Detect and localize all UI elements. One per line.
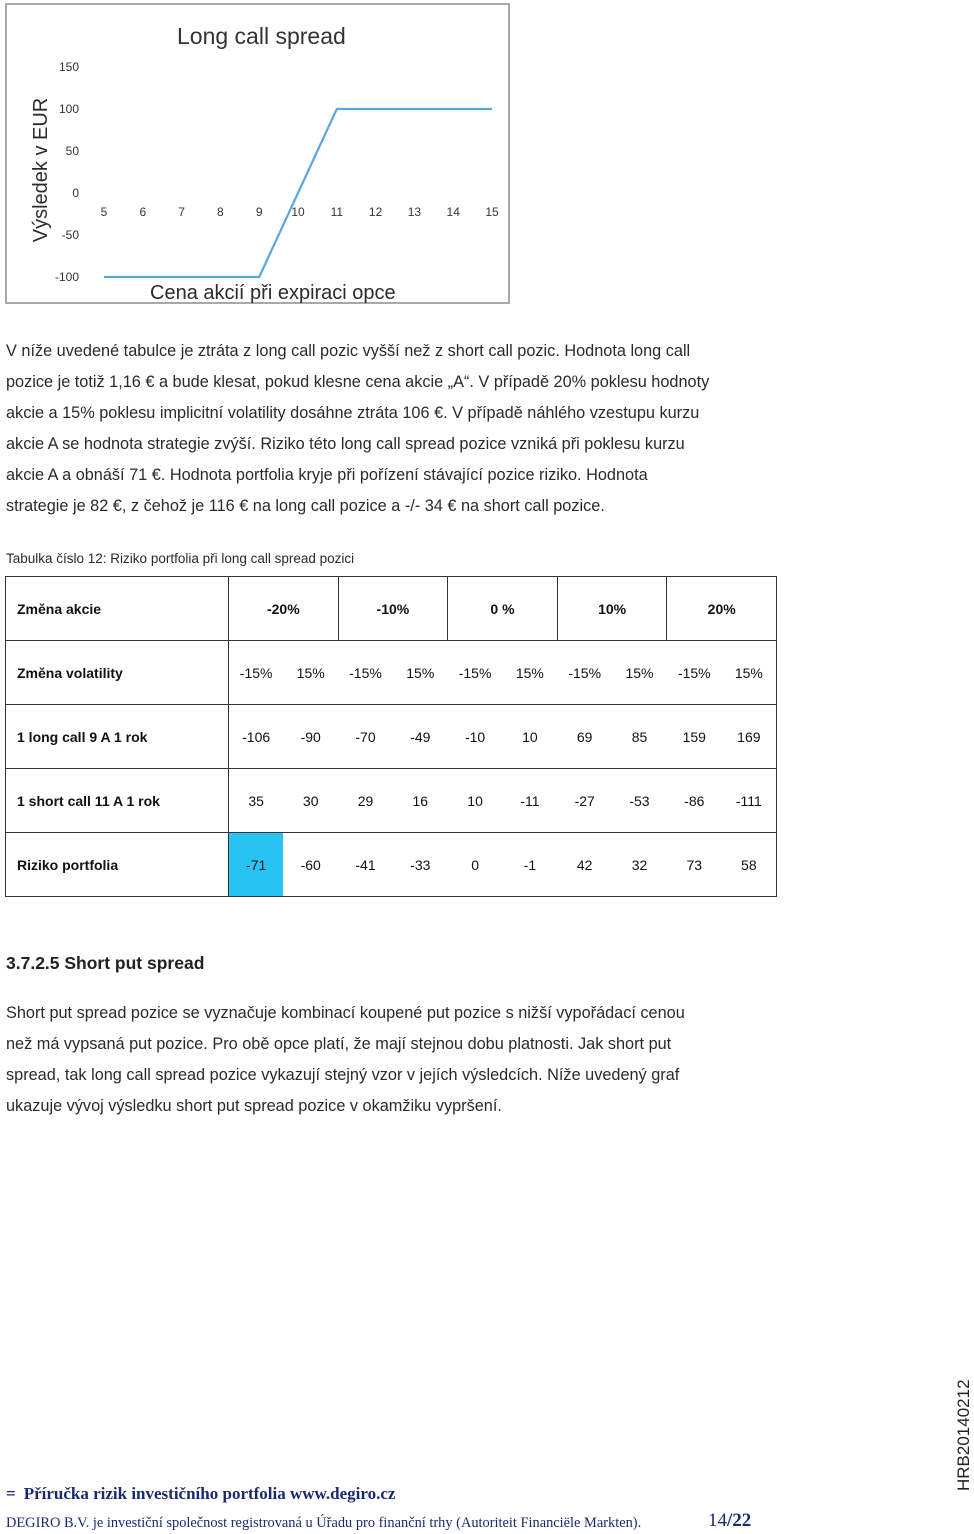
x-tick-label: 9 — [255, 205, 263, 219]
paragraph-line: strategie je 82 €, z čehož je 116 € na long call pozice a -/- 34 € na short call pozice. — [6, 497, 605, 515]
row-label: Riziko portfolia — [6, 833, 229, 897]
table-cell: -53 — [612, 769, 667, 833]
header-cell: 20% — [667, 577, 777, 641]
header-cell: -10% — [338, 577, 448, 641]
table-cell: 15% — [612, 641, 667, 705]
table-row — [6, 769, 777, 833]
table-cell: -27 — [557, 769, 612, 833]
row-label: 1 short call 11 A 1 rok — [6, 769, 229, 833]
long-call-spread-chart — [5, 3, 510, 304]
document-id: HRB20140212 — [954, 1379, 973, 1491]
table-cell: 10 — [448, 769, 503, 833]
table-row — [6, 641, 777, 705]
table-cell: 0 — [448, 833, 503, 897]
table-cell: -86 — [667, 769, 722, 833]
table-header-row — [6, 577, 777, 641]
section-heading: 3.7.2.5 Short put spread — [6, 953, 205, 973]
x-tick-label: 14 — [446, 205, 460, 219]
paragraph-line: akcie a 15% poklesu implicitní volatility dosáhne ztráta 106 €. V případě náhlého vzestupu kurzu — [6, 404, 700, 422]
paragraph-line: akcie A se hodnota strategie zvýší. Riziko této long call spread pozice vzniká při poklesu kurzu — [6, 435, 685, 453]
header-cell: 10% — [557, 577, 667, 641]
table-cell: -1 — [502, 833, 557, 897]
table-cell: -15% — [667, 641, 722, 705]
x-tick-group — [101, 205, 499, 219]
header-cell: 0 % — [448, 577, 558, 641]
table-cell: -15% — [448, 641, 503, 705]
table-cell: -111 — [722, 769, 777, 833]
table-cell: 69 — [557, 705, 612, 769]
paragraph-line: pozice je totiž 1,16 € a bude klesat, pokud klesne cena akcie „A“. V případě 20% poklesu hodnoty — [6, 373, 710, 391]
table-cell: 15% — [393, 641, 448, 705]
table-cell: 29 — [338, 769, 393, 833]
chart-title: Long call spread — [177, 23, 346, 49]
table-cell: 42 — [557, 833, 612, 897]
table-cell: -15% — [229, 641, 284, 705]
table-cell: 10 — [502, 705, 557, 769]
intro-paragraph — [6, 336, 906, 522]
paragraph-line: spread, tak long call spread pozice vykazují stejný vzor v jejích výsledcích. Níže uvedený graf — [6, 1066, 680, 1084]
table-cell: -11 — [502, 769, 557, 833]
y-tick-label: 0 — [72, 186, 79, 200]
x-tick-label: 5 — [100, 205, 108, 219]
page-total: /22 — [727, 1510, 752, 1531]
paragraph-line: V níže uvedené tabulce je ztráta z long call pozic vyšší než z short call pozic. Hodnota long call — [6, 342, 691, 360]
table-cell: -60 — [283, 833, 338, 897]
table-cell: 169 — [722, 705, 777, 769]
chart-svg — [7, 5, 512, 306]
x-axis-title: Cena akcií při expiraci opce — [150, 282, 396, 304]
table-cell: 30 — [283, 769, 338, 833]
footer-brand — [6, 1484, 395, 1504]
table-cell: -70 — [338, 705, 393, 769]
table-cell: 15% — [722, 641, 777, 705]
table-cell: -106 — [229, 705, 284, 769]
x-tick-label: 6 — [139, 205, 147, 219]
table-cell: -90 — [283, 705, 338, 769]
paragraph-line: než má vypsaná put pozice. Pro obě opce platí, že mají stejnou dobu platnosti. Jak short put — [6, 1035, 672, 1053]
paragraph-line: Short put spread pozice se vyznačuje kombinací koupené put pozice s nižší vypořádací cenou — [6, 1004, 685, 1022]
table-cell: 15% — [502, 641, 557, 705]
table-cell: -15% — [338, 641, 393, 705]
footer-brand-text: Příručka rizik investičního portfolia www.degiro.cz — [23, 1484, 396, 1503]
x-tick-label: 13 — [407, 205, 422, 219]
table-caption: Tabulka číslo 12: Riziko portfolia při long call spread pozici — [6, 551, 355, 566]
table-cell: 32 — [612, 833, 667, 897]
header-cell: -20% — [229, 577, 339, 641]
y-axis-title: Výsledek v EUR — [30, 97, 52, 243]
section-paragraph — [6, 998, 906, 1122]
row-label: 1 long call 9 A 1 rok — [6, 705, 229, 769]
table-cell: -49 — [393, 705, 448, 769]
footer-legal-text: DEGIRO B.V. je investiční společnost registrovaná u Úřadu pro finanční trhy (Autoriteit Financiële Markten). — [6, 1515, 642, 1531]
table-cell: 15% — [283, 641, 338, 705]
equals-logo-icon: = — [6, 1484, 15, 1503]
y-tick-label: -50 — [61, 228, 79, 242]
table-row — [6, 705, 777, 769]
y-tick-group — [55, 60, 79, 284]
x-tick-label: 8 — [217, 205, 224, 219]
x-tick-label: 12 — [368, 205, 383, 219]
table-cell: 159 — [667, 705, 722, 769]
table-cell: 73 — [667, 833, 722, 897]
y-tick-label: 50 — [65, 144, 79, 158]
x-tick-label: 10 — [291, 205, 305, 219]
x-tick-label: 7 — [178, 205, 185, 219]
y-tick-label: 100 — [58, 102, 79, 116]
table-cell: -10 — [448, 705, 503, 769]
row-label: Změna volatility — [6, 641, 229, 705]
x-tick-label: 15 — [485, 205, 499, 219]
table-cell: 16 — [393, 769, 448, 833]
table-cell: -33 — [393, 833, 448, 897]
table-cell: -41 — [338, 833, 393, 897]
payoff-line — [104, 109, 492, 277]
paragraph-line: ukazuje vývoj výsledku short put spread pozice v okamžiku vypršení. — [6, 1097, 502, 1115]
table-row — [6, 833, 777, 897]
page-number — [708, 1510, 751, 1532]
risk-table — [5, 576, 777, 897]
x-tick-label: 11 — [330, 205, 344, 219]
table-cell: 85 — [612, 705, 667, 769]
paragraph-line: akcie A a obnáší 71 €. Hodnota portfolia kryje při pořízení stávající pozice riziko. Hodnota — [6, 466, 648, 484]
table-cell: -15% — [557, 641, 612, 705]
header-label: Změna akcie — [6, 577, 229, 641]
y-tick-label: -100 — [54, 270, 79, 284]
table-cell: 35 — [229, 769, 284, 833]
page-current: 14 — [708, 1510, 727, 1531]
table-cell: 58 — [722, 833, 777, 897]
highlighted-risk-cell: -71 — [229, 833, 284, 897]
y-tick-label: 150 — [58, 60, 79, 74]
